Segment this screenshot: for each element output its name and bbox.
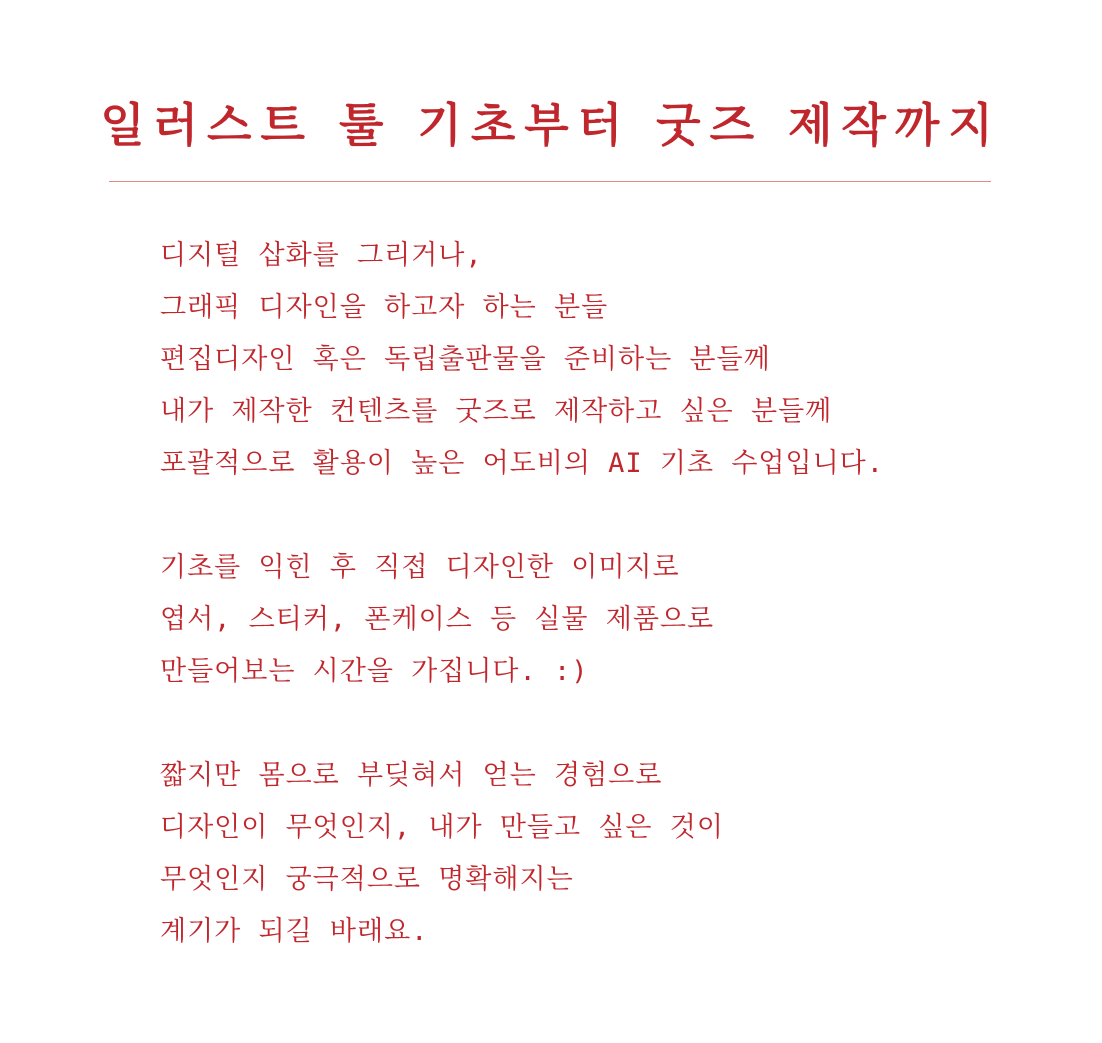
text-line: 무엇인지 궁극적으로 명확해지는 (160, 864, 574, 895)
text-line: 포괄적으로 활용이 높은 어도비의 AI 기초 수업입니다. (160, 448, 885, 479)
text-line: 내가 제작한 컨텐츠를 굿즈로 제작하고 싶은 분들께 (160, 396, 833, 427)
text-line: 그래픽 디자인을 하고자 하는 분들 (160, 292, 609, 323)
paragraph-closing (160, 756, 1060, 964)
text-line: 계기가 되길 바래요. (160, 916, 429, 947)
text-line: 만들어보는 시간을 가집니다. :) (160, 656, 589, 687)
text-line: 디자인이 무엇인지, 내가 만들고 싶은 것이 (160, 812, 724, 843)
text-line: 디지털 삽화를 그리거나, (160, 240, 483, 271)
text-line: 기초를 익힌 후 직접 디자인한 이미지로 (160, 552, 680, 583)
page-title: 일러스트 툴 기초부터 굿즈 제작까지 (100, 97, 1002, 152)
text-line: 짧지만 몸으로 부딪혀서 얻는 경험으로 (160, 760, 663, 791)
text-line: 편집디자인 혹은 독립출판물을 준비하는 분들께 (160, 344, 771, 375)
body-text (160, 236, 1060, 964)
title-divider (109, 181, 991, 182)
paragraph-goods (160, 548, 1060, 704)
paragraph-intro (160, 236, 1060, 496)
text-line: 엽서, 스티커, 폰케이스 등 실물 제품으로 (160, 604, 715, 635)
